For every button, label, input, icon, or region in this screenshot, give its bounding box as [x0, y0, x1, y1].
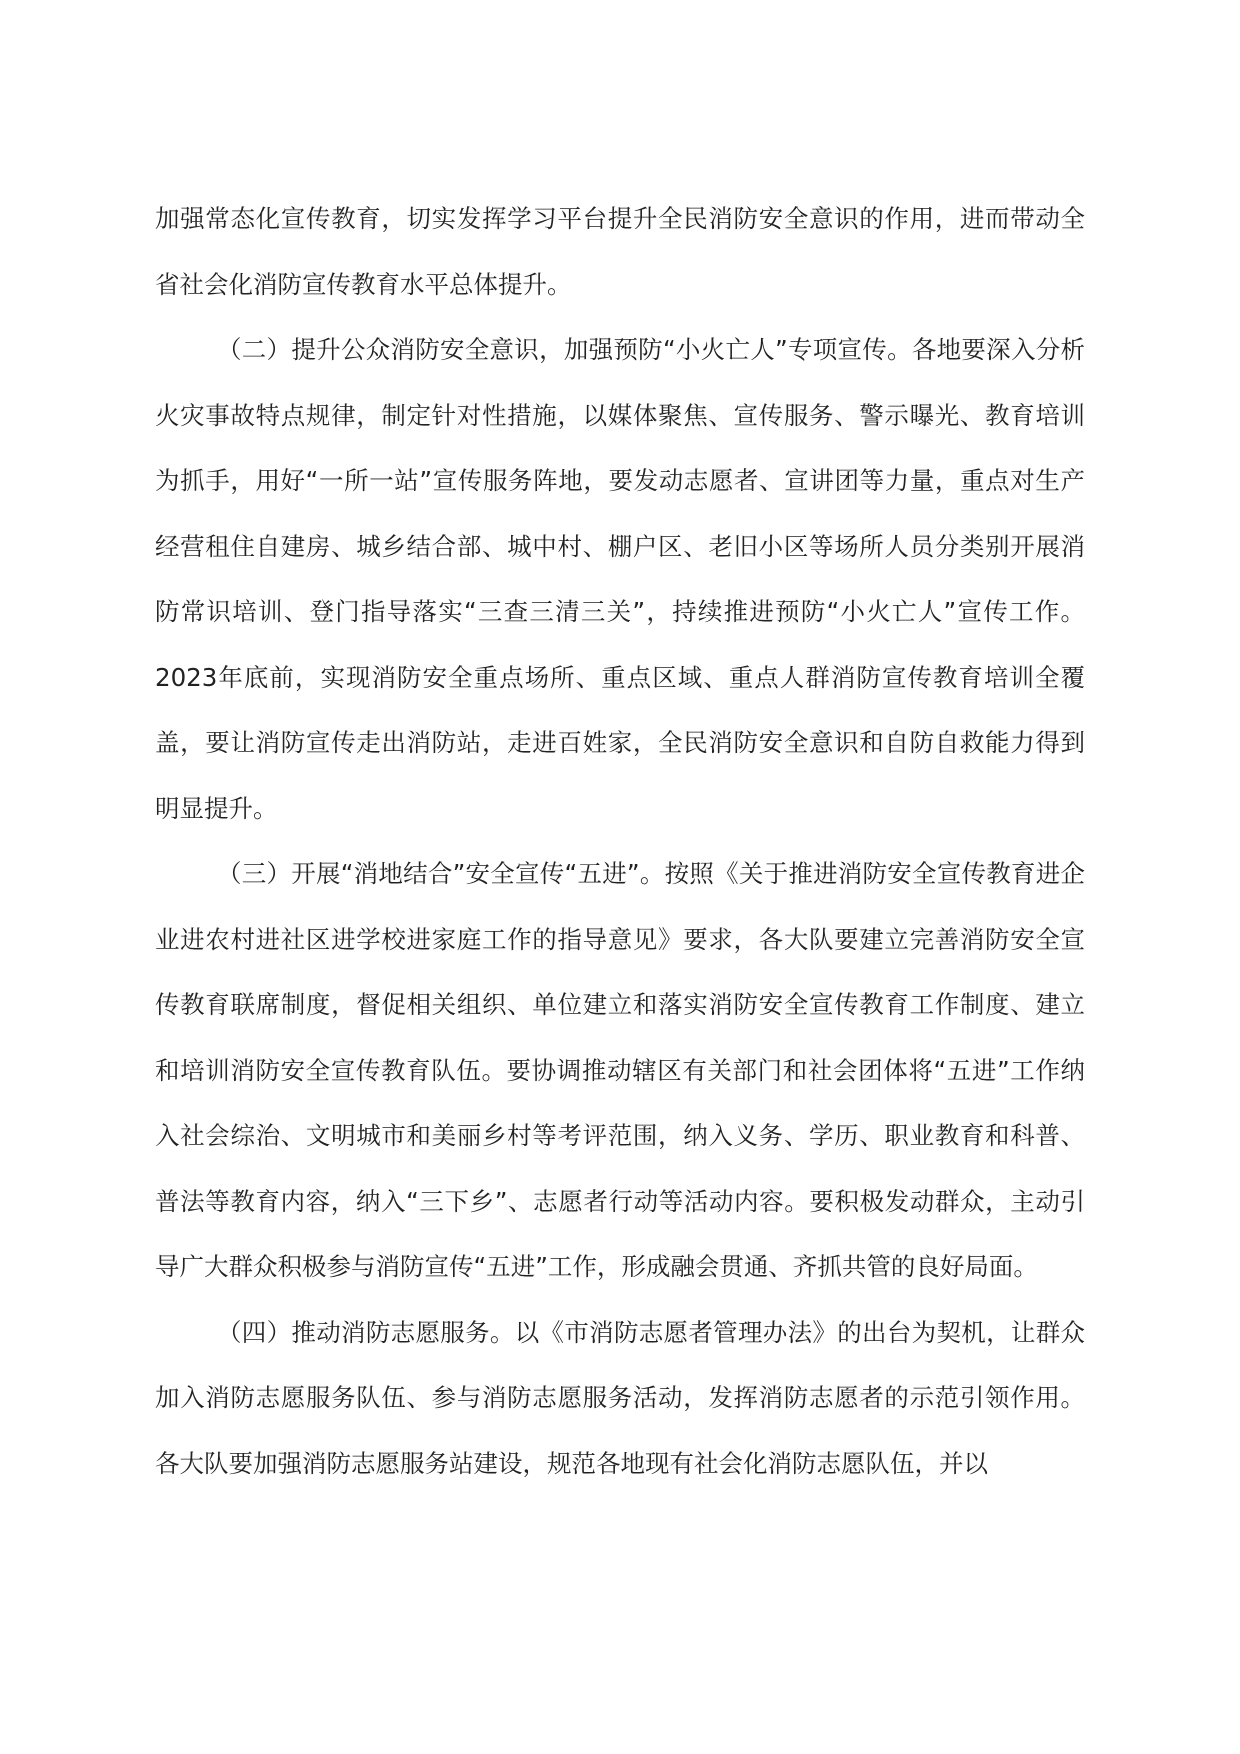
paragraph-continuation: 加强常态化宣传教育，切实发挥学习平台提升全民消防安全意识的作用，进而带动全省社会化消防宣传教育水平总体提升。 [155, 204, 1085, 299]
paragraph-section-2: （二）提升公众消防安全意识，加强预防“小火亡人”专项宣传。各地要深入分析火灾事故特点规律，制定针对性措施，以媒体聚焦、宣传服务、警示曝光、教育培训为抓手，用好“一所一站”宣传服务阵地，要发动志愿者、宣讲团等力量，重点对生产经营租住自建房、城乡结合部、城中村、棚户区、老旧小区等场所人员分类别开展消防常识培训、登门指导落实“三查三清三关”，持续推进预防“小火亡人”宣传工作。2023年底前，实现消防安全重点场所、重点区域、重点人群消防宣传教育培训全覆盖，要让消防宣传走出消防站，走进百姓家，全民消防安全意识和自防自救能力得到明显提升。 [155, 335, 1085, 823]
paragraph-section-4: （四）推动消防志愿服务。以《市消防志愿者管理办法》的出台为契机，让群众加入消防志愿服务队伍、参与消防志愿服务活动，发挥消防志愿者的示范引领作用。各大队要加强消防志愿服务站建设，规范各地现有社会化消防志愿队伍，并以 [155, 1317, 1085, 1478]
document-body [155, 186, 1085, 1496]
paragraph-section-3: （三）开展“消地结合”安全宣传“五进”。按照《关于推进消防安全宣传教育进企业进农村进社区进学校进家庭工作的指导意见》要求，各大队要建立完善消防安全宣传教育联席制度，督促相关组织、单位建立和落实消防安全宣传教育工作制度、建立和培训消防安全宣传教育队伍。要协调推动辖区有关部门和社会团体将“五进”工作纳入社会综治、文明城市和美丽乡村等考评范围，纳入义务、学历、职业教育和科普、普法等教育内容，纳入“三下乡”、志愿者行动等活动内容。要积极发动群众，主动引导广大群众积极参与消防宣传“五进”工作，形成融会贯通、齐抓共管的良好局面。 [155, 859, 1085, 1281]
